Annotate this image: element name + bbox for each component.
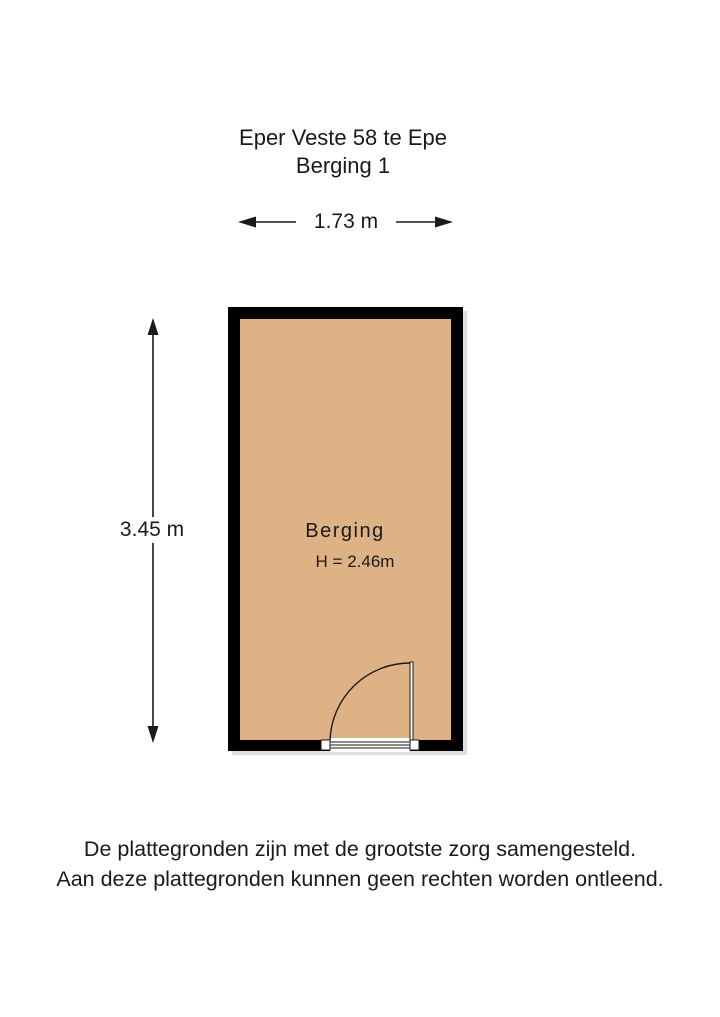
disclaimer-line-2: Aan deze plattegronden kunnen geen rechten worden ontleend.: [56, 867, 664, 891]
disclaimer: [0, 834, 720, 894]
height-dimension-label: 3.45 m: [100, 517, 204, 543]
address-title: Eper Veste 58 te Epe: [239, 125, 447, 150]
width-dimension-label: 1.73 m: [296, 209, 396, 235]
floor-title: Berging 1: [295, 153, 391, 178]
door-leaf: [410, 662, 413, 740]
room-name: Berging: [305, 520, 385, 542]
room-ceiling-height: H = 2.46m: [315, 552, 395, 571]
disclaimer-line-1: De plattegronden zijn met de grootste zorg samengesteld.: [83, 837, 637, 861]
